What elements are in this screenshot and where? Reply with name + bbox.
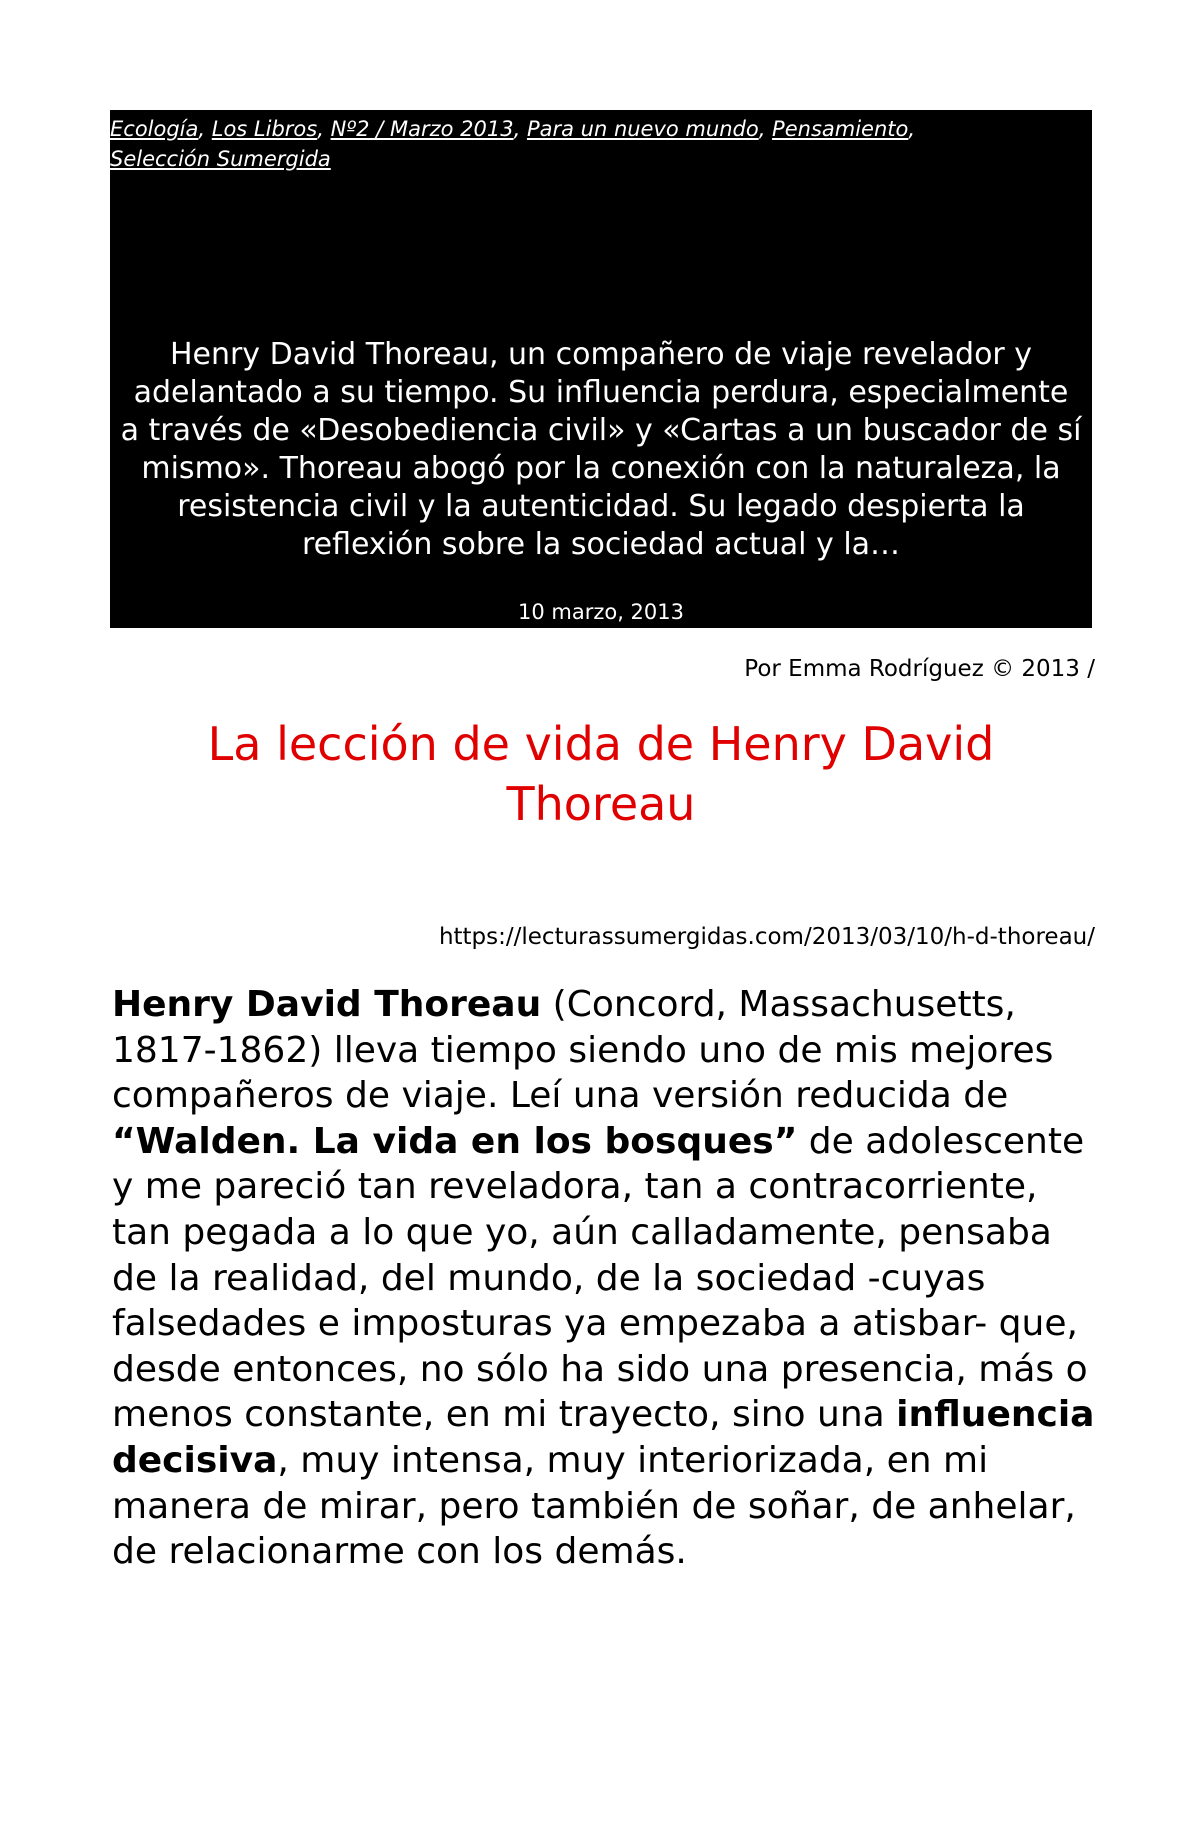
category-link-seleccion-sumergida[interactable]: Selección Sumergida bbox=[110, 147, 331, 171]
hero-banner bbox=[110, 110, 1092, 628]
paragraph-text: de adolescente y me pareció tan reveladora, tan a contracorriente, tan pegada a lo que yo, aún calladamente, pensaba de la realidad, del mundo, de la sociedad -cuyas falsedades e imposturas ya empezaba a atisbar- que, desde entonces, no sólo ha sido una presencia, más o menos constante, en mi trayecto, sino una bbox=[112, 1120, 1088, 1436]
article-title: La lección de vida de Henry David Thoreau bbox=[207, 717, 995, 831]
category-link-pensamiento[interactable]: Pensamiento bbox=[772, 117, 909, 141]
category-link-los-libros[interactable]: Los Libros bbox=[211, 117, 318, 141]
category-separator: , bbox=[908, 117, 916, 141]
category-separator: , bbox=[198, 117, 212, 141]
article-url: https://lecturassumergidas.com/2013/03/10/h-d-thoreau/ bbox=[438, 924, 1095, 950]
paragraph-text: , muy intensa, muy interiorizada, en mi manera de mirar, pero también de soñar, de anhelar, de relacionarme con los demás. bbox=[112, 1439, 1076, 1573]
article-paragraph bbox=[112, 982, 1102, 1575]
bold-book-title: “Walden. La vida en los bosques” bbox=[112, 1120, 798, 1162]
category-link-ecologia[interactable]: Ecología bbox=[110, 117, 199, 141]
category-separator: , bbox=[317, 117, 331, 141]
category-separator: , bbox=[758, 117, 773, 141]
category-link-nuevo-mundo[interactable]: Para un nuevo mundo bbox=[526, 117, 759, 141]
author-byline: Por Emma Rodríguez © 2013 / bbox=[744, 656, 1095, 682]
category-link-numero-2[interactable]: Nº2 / Marzo 2013 bbox=[330, 117, 514, 141]
category-links bbox=[110, 114, 1010, 174]
hero-summary: Henry David Thoreau, un compañero de viaje revelador y adelantado a su tiempo. Su influencia perdura, especialmente a través de «Desobediencia civil» y «Cartas a un buscador de sí mismo». Thoreau abogó por la conexión con la naturaleza, la resistencia civil y la autenticidad. Su legado despierta la reflexión sobre la sociedad actual y la… bbox=[120, 337, 1082, 562]
bold-influence: influencia decisiva bbox=[112, 1394, 1095, 1481]
category-separator: , bbox=[513, 117, 527, 141]
paragraph-text: (Concord, Massachusetts, 1817-1862) lleva tiempo siendo uno de mis mejores compañeros de viaje. Leí una versión reducida de bbox=[112, 984, 1054, 1117]
bold-author-name: Henry David Thoreau bbox=[112, 984, 542, 1025]
publish-date: 10 marzo, 2013 bbox=[517, 600, 685, 624]
